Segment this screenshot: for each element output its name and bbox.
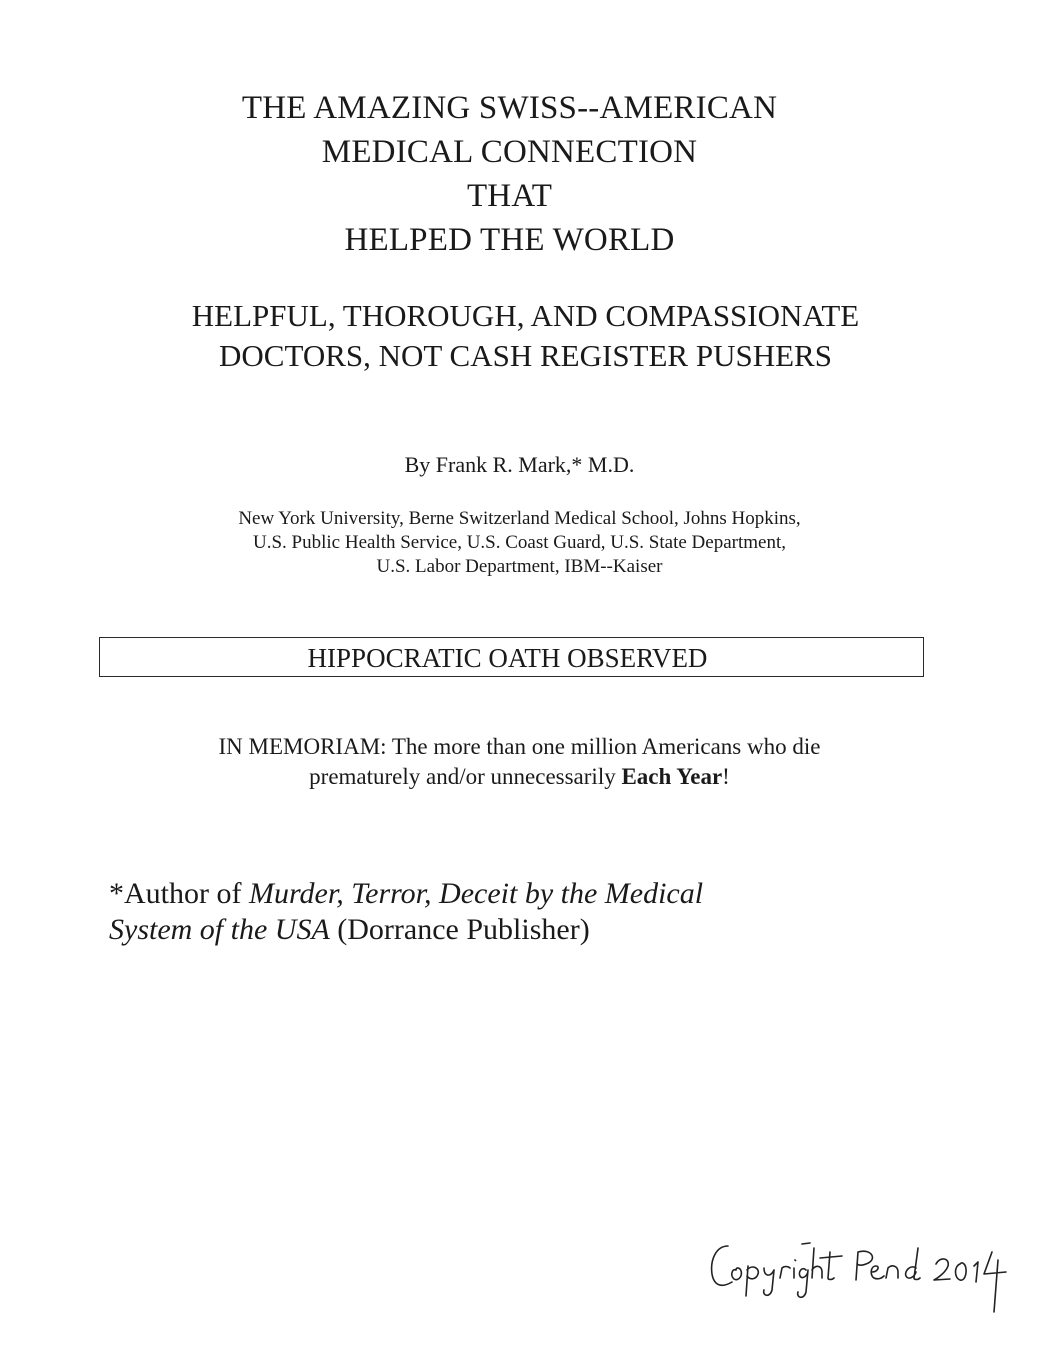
memoriam-line bbox=[0, 762, 1039, 792]
memoriam-text: prematurely and/or unnecessarily bbox=[309, 764, 622, 789]
memoriam-emphasis: Each Year bbox=[621, 764, 723, 789]
book-title: Murder, Terror, Deceit by the Medical bbox=[248, 877, 704, 910]
author-note-line bbox=[109, 912, 1009, 948]
document-title bbox=[0, 86, 1019, 262]
subtitle-line: HELPFUL, THOROUGH, AND COMPASSIONATE bbox=[191, 298, 860, 333]
oath-box: HIPPOCRATIC OATH OBSERVED bbox=[99, 637, 924, 677]
affiliation-line: U.S. Labor Department, IBM--Kaiser bbox=[376, 556, 663, 577]
title-line: HELPED THE WORLD bbox=[344, 222, 675, 258]
title-line: MEDICAL CONNECTION bbox=[321, 134, 698, 170]
memoriam-punctuation: ! bbox=[722, 764, 730, 789]
document-subtitle bbox=[0, 296, 1051, 376]
handwritten-copyright-signature bbox=[706, 1238, 1016, 1318]
publisher: (Dorrance Publisher) bbox=[329, 913, 590, 946]
author-byline: By Frank R. Mark,* M.D. bbox=[404, 452, 635, 477]
title-line: THAT bbox=[466, 178, 553, 214]
affiliation-line: U.S. Public Health Service, U.S. Coast Guard, U.S. State Department, bbox=[253, 532, 786, 553]
author-note-prefix: *Author of bbox=[109, 877, 249, 910]
book-title: System of the USA bbox=[109, 913, 330, 946]
subtitle-line: DOCTORS, NOT CASH REGISTER PUSHERS bbox=[219, 338, 832, 373]
title-line: THE AMAZING SWISS--AMERICAN bbox=[241, 90, 778, 126]
author-note bbox=[109, 876, 1009, 948]
author-affiliations bbox=[0, 507, 1039, 579]
author-note-line bbox=[109, 876, 1009, 912]
memoriam-dedication bbox=[0, 732, 1039, 792]
memoriam-line: IN MEMORIAM: The more than one million Americans who die bbox=[218, 734, 821, 759]
affiliation-line: New York University, Berne Switzerland Medical School, Johns Hopkins, bbox=[238, 508, 801, 529]
